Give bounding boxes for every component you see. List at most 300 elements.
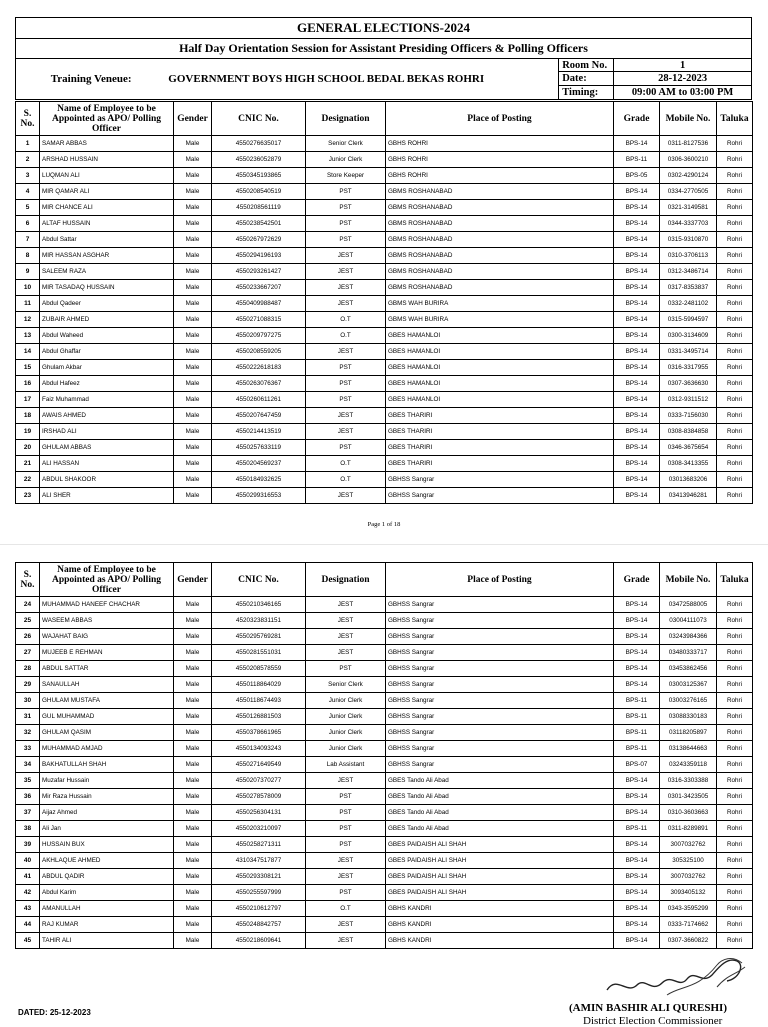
cell-cnic: 4550210346165 — [212, 597, 306, 613]
cell-posting: GBES HAMANLOI — [386, 344, 614, 360]
cell-mobile: 0334-2770505 — [660, 184, 717, 200]
cell-posting: GBES HAMANLOI — [386, 392, 614, 408]
col-mobile: Mobile No. — [660, 563, 717, 597]
cell-name: ALTAF HUSSAIN — [40, 216, 174, 232]
cell-posting: GBMS ROSHANABAD — [386, 184, 614, 200]
cell-sno: 26 — [16, 629, 40, 645]
table-row — [16, 280, 753, 296]
cell-designation: PST — [306, 821, 386, 837]
cell-sno: 20 — [16, 440, 40, 456]
cell-name: AMANULLAH — [40, 901, 174, 917]
cell-cnic: 4550218609641 — [212, 933, 306, 949]
cell-posting: GBHSS Sangrar — [386, 488, 614, 504]
cell-designation: PST — [306, 789, 386, 805]
cell-taluka: Rohri — [717, 741, 753, 757]
cell-taluka: Rohri — [717, 725, 753, 741]
cell-grade: BPS-14 — [614, 885, 660, 901]
cell-cnic: 4550299316553 — [212, 488, 306, 504]
table-row — [16, 741, 753, 757]
cell-grade: BPS-11 — [614, 709, 660, 725]
cell-taluka: Rohri — [717, 248, 753, 264]
cell-cnic: 4550208559205 — [212, 344, 306, 360]
table-row — [16, 392, 753, 408]
cell-cnic: 4550263076367 — [212, 376, 306, 392]
table-row — [16, 456, 753, 472]
cell-grade: BPS-14 — [614, 805, 660, 821]
cell-sno: 4 — [16, 184, 40, 200]
cell-designation: JEST — [306, 773, 386, 789]
cell-mobile: 0317-8353837 — [660, 280, 717, 296]
cell-name: GHULAM QASIM — [40, 725, 174, 741]
cell-taluka: Rohri — [717, 376, 753, 392]
cell-name: Mir Raza Hussain — [40, 789, 174, 805]
cell-taluka: Rohri — [717, 152, 753, 168]
cell-posting: GBES THARIRI — [386, 440, 614, 456]
cell-mobile: 0300-3134609 — [660, 328, 717, 344]
cell-sno: 28 — [16, 661, 40, 677]
cell-cnic: 4550256304131 — [212, 805, 306, 821]
employee-table-page1 — [15, 101, 753, 504]
cell-taluka: Rohri — [717, 456, 753, 472]
cell-name: Abdul Qadeer — [40, 296, 174, 312]
cell-designation: JEST — [306, 408, 386, 424]
cell-mobile: 0333-7156030 — [660, 408, 717, 424]
cell-gender: Male — [174, 232, 212, 248]
cell-mobile: 0301-3423505 — [660, 789, 717, 805]
cell-name: IRSHAD ALI — [40, 424, 174, 440]
cell-sno: 12 — [16, 312, 40, 328]
cell-cnic: 4550126881503 — [212, 709, 306, 725]
cell-name: SANAULLAH — [40, 677, 174, 693]
cell-designation: PST — [306, 216, 386, 232]
cell-posting: GBHSS Sangrar — [386, 693, 614, 709]
cell-sno: 8 — [16, 248, 40, 264]
cell-cnic: 4550236052879 — [212, 152, 306, 168]
cell-taluka: Rohri — [717, 280, 753, 296]
table-row — [16, 424, 753, 440]
cell-gender: Male — [174, 789, 212, 805]
table-row — [16, 472, 753, 488]
cell-posting: GBMS ROSHANABAD — [386, 200, 614, 216]
cell-sno: 36 — [16, 789, 40, 805]
cell-taluka: Rohri — [717, 312, 753, 328]
cell-grade: BPS-14 — [614, 613, 660, 629]
cell-gender: Male — [174, 597, 212, 613]
table-row — [16, 693, 753, 709]
header-table — [15, 17, 752, 100]
cell-name: GUL MUHAMMAD — [40, 709, 174, 725]
cell-cnic: 4550203210097 — [212, 821, 306, 837]
cell-mobile: 03243984366 — [660, 629, 717, 645]
cell-cnic: 4550204569237 — [212, 456, 306, 472]
cell-sno: 32 — [16, 725, 40, 741]
col-designation: Designation — [306, 563, 386, 597]
cell-designation: O.T — [306, 456, 386, 472]
cell-posting: GBHS KANDRI — [386, 933, 614, 949]
cell-name: SALEEM RAZA — [40, 264, 174, 280]
cell-gender: Male — [174, 472, 212, 488]
cell-designation: JEST — [306, 613, 386, 629]
cell-gender: Male — [174, 901, 212, 917]
cell-designation: JEST — [306, 296, 386, 312]
cell-gender: Male — [174, 152, 212, 168]
cell-posting: GBHSS Sangrar — [386, 725, 614, 741]
cell-cnic: 4550238542501 — [212, 216, 306, 232]
cell-name: Ali Jan — [40, 821, 174, 837]
room-label: Room No. — [559, 59, 614, 72]
cell-mobile: 0307-3636630 — [660, 376, 717, 392]
cell-posting: GBES HAMANLOI — [386, 328, 614, 344]
cell-gender: Male — [174, 184, 212, 200]
cell-taluka: Rohri — [717, 344, 753, 360]
cell-cnic: 4550271088315 — [212, 312, 306, 328]
cell-cnic: 4550118864029 — [212, 677, 306, 693]
cell-taluka: Rohri — [717, 773, 753, 789]
cell-name: MUJEEB E REHMAN — [40, 645, 174, 661]
cell-posting: GBES Tando Ali Abad — [386, 789, 614, 805]
cell-designation: PST — [306, 376, 386, 392]
cell-cnic: 4550255597999 — [212, 885, 306, 901]
table-row — [16, 629, 753, 645]
cell-gender: Male — [174, 853, 212, 869]
cell-cnic: 4550271649549 — [212, 757, 306, 773]
cell-name: Abdul Hafeez — [40, 376, 174, 392]
cell-gender: Male — [174, 200, 212, 216]
table-row — [16, 360, 753, 376]
table-row — [16, 328, 753, 344]
cell-taluka: Rohri — [717, 488, 753, 504]
cell-grade: BPS-11 — [614, 725, 660, 741]
date-label: Date: — [559, 72, 614, 86]
cell-cnic: 4310347517877 — [212, 853, 306, 869]
col-cnic: CNIC No. — [212, 102, 306, 136]
cell-posting: GBHSS Sangrar — [386, 472, 614, 488]
cell-sno: 31 — [16, 709, 40, 725]
cell-name: MIR CHANCE ALI — [40, 200, 174, 216]
cell-cnic: 4550222618183 — [212, 360, 306, 376]
cell-name: BAKHATULLAH SHAH — [40, 757, 174, 773]
col-posting: Place of Posting — [386, 102, 614, 136]
cell-taluka: Rohri — [717, 328, 753, 344]
cell-posting: GBES THARIRI — [386, 456, 614, 472]
cell-posting: GBES Tando Ali Abad — [386, 821, 614, 837]
cell-grade: BPS-11 — [614, 821, 660, 837]
cell-mobile: 3093405132 — [660, 885, 717, 901]
cell-posting: GBHSS Sangrar — [386, 597, 614, 613]
cell-name: LUQMAN ALI — [40, 168, 174, 184]
cell-designation: Store Keeper — [306, 168, 386, 184]
cell-designation: JEST — [306, 488, 386, 504]
col-cnic: CNIC No. — [212, 563, 306, 597]
venue-value: GOVERNMENT BOYS HIGH SCHOOL BEDAL BEKAS ROHRI — [166, 59, 558, 100]
cell-posting: GBES HAMANLOI — [386, 376, 614, 392]
cell-name: GHULAM ABBAS — [40, 440, 174, 456]
cell-taluka: Rohri — [717, 757, 753, 773]
cell-gender: Male — [174, 488, 212, 504]
cell-mobile: 0311-8127536 — [660, 136, 717, 152]
cell-gender: Male — [174, 629, 212, 645]
cell-gender: Male — [174, 805, 212, 821]
cell-cnic: 4550278578009 — [212, 789, 306, 805]
cell-cnic: 4550258271311 — [212, 837, 306, 853]
cell-gender: Male — [174, 312, 212, 328]
cell-mobile: 03118205897 — [660, 725, 717, 741]
cell-grade: BPS-14 — [614, 789, 660, 805]
cell-sno: 3 — [16, 168, 40, 184]
cell-sno: 30 — [16, 693, 40, 709]
cell-cnic: 4550184932625 — [212, 472, 306, 488]
cell-mobile: 03003276165 — [660, 693, 717, 709]
cell-cnic: 4550208561119 — [212, 200, 306, 216]
cell-sno: 35 — [16, 773, 40, 789]
cell-gender: Male — [174, 168, 212, 184]
cell-sno: 5 — [16, 200, 40, 216]
cell-gender: Male — [174, 933, 212, 949]
timing-value: 09:00 AM to 03:00 PM — [614, 86, 752, 100]
cell-mobile: 0331-3495714 — [660, 344, 717, 360]
document-title: GENERAL ELECTIONS-2024 — [16, 18, 752, 39]
cell-posting: GBHSS Sangrar — [386, 741, 614, 757]
cell-sno: 2 — [16, 152, 40, 168]
cell-grade: BPS-14 — [614, 392, 660, 408]
cell-sno: 25 — [16, 613, 40, 629]
cell-sno: 18 — [16, 408, 40, 424]
cell-cnic: 4550295769281 — [212, 629, 306, 645]
cell-grade: BPS-14 — [614, 216, 660, 232]
cell-cnic: 4550293261427 — [212, 264, 306, 280]
cell-gender: Male — [174, 885, 212, 901]
cell-posting: GBES Tando Ali Abad — [386, 805, 614, 821]
cell-posting: GBHSS Sangrar — [386, 757, 614, 773]
cell-posting: GBES PAIDAISH ALI SHAH — [386, 837, 614, 853]
table-row — [16, 645, 753, 661]
cell-designation: JEST — [306, 853, 386, 869]
cell-cnic: 4550293308121 — [212, 869, 306, 885]
table-row — [16, 248, 753, 264]
cell-posting: GBES THARIRI — [386, 424, 614, 440]
cell-taluka: Rohri — [717, 645, 753, 661]
cell-gender: Male — [174, 677, 212, 693]
cell-taluka: Rohri — [717, 597, 753, 613]
cell-cnic: 4550409988487 — [212, 296, 306, 312]
cell-mobile: 0316-3303388 — [660, 773, 717, 789]
cell-name: ABDUL SATTAR — [40, 661, 174, 677]
signatory-name: (AMIN BASHIR ALI QURESHI) — [569, 1002, 727, 1014]
cell-posting: GBES HAMANLOI — [386, 360, 614, 376]
cell-sno: 22 — [16, 472, 40, 488]
cell-mobile: 0333-7174662 — [660, 917, 717, 933]
cell-gender: Male — [174, 296, 212, 312]
cell-designation: PST — [306, 805, 386, 821]
cell-name: SAMAR ABBAS — [40, 136, 174, 152]
cell-taluka: Rohri — [717, 789, 753, 805]
cell-name: MIR HASSAN ASGHAR — [40, 248, 174, 264]
cell-designation: Junior Clerk — [306, 741, 386, 757]
cell-sno: 33 — [16, 741, 40, 757]
cell-sno: 41 — [16, 869, 40, 885]
cell-posting: GBMS ROSHANABAD — [386, 264, 614, 280]
cell-sno: 40 — [16, 853, 40, 869]
cell-name: MIR QAMAR ALI — [40, 184, 174, 200]
cell-name: WASEEM ABBAS — [40, 613, 174, 629]
cell-taluka: Rohri — [717, 629, 753, 645]
cell-sno: 10 — [16, 280, 40, 296]
cell-gender: Male — [174, 392, 212, 408]
cell-gender: Male — [174, 408, 212, 424]
cell-grade: BPS-14 — [614, 280, 660, 296]
cell-taluka: Rohri — [717, 296, 753, 312]
cell-cnic: 4550207647459 — [212, 408, 306, 424]
cell-sno: 45 — [16, 933, 40, 949]
cell-gender: Male — [174, 360, 212, 376]
cell-taluka: Rohri — [717, 613, 753, 629]
cell-sno: 19 — [16, 424, 40, 440]
cell-mobile: 0310-3706113 — [660, 248, 717, 264]
cell-gender: Male — [174, 440, 212, 456]
cell-mobile: 03088330183 — [660, 709, 717, 725]
cell-cnic: 4550248842757 — [212, 917, 306, 933]
table-row — [16, 152, 753, 168]
cell-mobile: 3007032762 — [660, 837, 717, 853]
cell-name: Abdul Waheed — [40, 328, 174, 344]
table-row — [16, 661, 753, 677]
cell-grade: BPS-14 — [614, 472, 660, 488]
cell-posting: GBHSS Sangrar — [386, 645, 614, 661]
cell-designation: JEST — [306, 344, 386, 360]
cell-designation: PST — [306, 200, 386, 216]
cell-taluka: Rohri — [717, 933, 753, 949]
cell-grade: BPS-14 — [614, 869, 660, 885]
table-row — [16, 264, 753, 280]
cell-posting: GBHS ROHRI — [386, 152, 614, 168]
cell-taluka: Rohri — [717, 709, 753, 725]
cell-name: Faiz Muhammad — [40, 392, 174, 408]
cell-grade: BPS-14 — [614, 629, 660, 645]
cell-designation: Junior Clerk — [306, 152, 386, 168]
cell-sno: 7 — [16, 232, 40, 248]
cell-designation: PST — [306, 661, 386, 677]
cell-mobile: 03243359118 — [660, 757, 717, 773]
cell-grade: BPS-14 — [614, 933, 660, 949]
cell-designation: JEST — [306, 917, 386, 933]
cell-grade: BPS-14 — [614, 853, 660, 869]
table-row — [16, 805, 753, 821]
cell-designation: Senior Clerk — [306, 136, 386, 152]
table-row — [16, 837, 753, 853]
cell-gender: Male — [174, 456, 212, 472]
cell-gender: Male — [174, 264, 212, 280]
table-row — [16, 408, 753, 424]
cell-sno: 39 — [16, 837, 40, 853]
cell-taluka: Rohri — [717, 472, 753, 488]
cell-name: ABDUL SHAKOOR — [40, 472, 174, 488]
cell-posting: GBES PAIDAISH ALI SHAH — [386, 853, 614, 869]
cell-taluka: Rohri — [717, 392, 753, 408]
cell-grade: BPS-14 — [614, 773, 660, 789]
table-row — [16, 136, 753, 152]
cell-designation: JEST — [306, 280, 386, 296]
cell-designation: JEST — [306, 597, 386, 613]
cell-cnic: 4550378661965 — [212, 725, 306, 741]
cell-posting: GBMS ROSHANABAD — [386, 232, 614, 248]
cell-taluka: Rohri — [717, 136, 753, 152]
cell-grade: BPS-07 — [614, 757, 660, 773]
cell-cnic: 4550345193865 — [212, 168, 306, 184]
cell-taluka: Rohri — [717, 661, 753, 677]
cell-name: Muzafar Hussain — [40, 773, 174, 789]
table-row — [16, 821, 753, 837]
cell-sno: 11 — [16, 296, 40, 312]
cell-sno: 1 — [16, 136, 40, 152]
cell-sno: 24 — [16, 597, 40, 613]
cell-name: AKHLAQUE AHMED — [40, 853, 174, 869]
table-row — [16, 613, 753, 629]
cell-name: RAJ KUMAR — [40, 917, 174, 933]
cell-mobile: 0312-9311512 — [660, 392, 717, 408]
cell-mobile: 0316-3317955 — [660, 360, 717, 376]
col-designation: Designation — [306, 102, 386, 136]
cell-cnic: 4550207370277 — [212, 773, 306, 789]
cell-posting: GBHS ROHRI — [386, 136, 614, 152]
cell-grade: BPS-14 — [614, 296, 660, 312]
cell-designation: PST — [306, 837, 386, 853]
table-row — [16, 168, 753, 184]
cell-posting: GBMS WAH BURIRA — [386, 312, 614, 328]
cell-gender: Male — [174, 917, 212, 933]
cell-taluka: Rohri — [717, 360, 753, 376]
cell-sno: 29 — [16, 677, 40, 693]
cell-mobile: 0315-5994597 — [660, 312, 717, 328]
cell-posting: GBMS ROSHANABAD — [386, 248, 614, 264]
cell-grade: BPS-14 — [614, 344, 660, 360]
cell-mobile: 0344-3337703 — [660, 216, 717, 232]
cell-designation: Lab Assistant — [306, 757, 386, 773]
cell-taluka: Rohri — [717, 901, 753, 917]
cell-name: TAHIR ALI — [40, 933, 174, 949]
cell-taluka: Rohri — [717, 869, 753, 885]
table-row — [16, 789, 753, 805]
cell-designation: Junior Clerk — [306, 693, 386, 709]
cell-taluka: Rohri — [717, 424, 753, 440]
cell-mobile: 0310-3603663 — [660, 805, 717, 821]
table-row — [16, 773, 753, 789]
cell-mobile: 03480333717 — [660, 645, 717, 661]
cell-cnic: 4550208540519 — [212, 184, 306, 200]
cell-cnic: 4550208578559 — [212, 661, 306, 677]
cell-grade: BPS-14 — [614, 677, 660, 693]
cell-grade: BPS-14 — [614, 136, 660, 152]
cell-designation: O.T — [306, 901, 386, 917]
cell-mobile: 0321-3149581 — [660, 200, 717, 216]
cell-cnic: 4550257633119 — [212, 440, 306, 456]
cell-sno: 17 — [16, 392, 40, 408]
cell-mobile: 0332-2481102 — [660, 296, 717, 312]
cell-posting: GBES PAIDAISH ALI SHAH — [386, 885, 614, 901]
signature-scribble — [567, 945, 767, 1005]
table-row — [16, 869, 753, 885]
cell-grade: BPS-11 — [614, 693, 660, 709]
col-grade: Grade — [614, 102, 660, 136]
table-row — [16, 376, 753, 392]
cell-mobile: 0312-3486714 — [660, 264, 717, 280]
cell-designation: PST — [306, 885, 386, 901]
cell-name: AWAIS AHMED — [40, 408, 174, 424]
cell-cnic: 4550294196193 — [212, 248, 306, 264]
cell-taluka: Rohri — [717, 168, 753, 184]
page-divider — [0, 544, 768, 545]
date-value: 28-12-2023 — [614, 72, 752, 86]
cell-gender: Male — [174, 661, 212, 677]
